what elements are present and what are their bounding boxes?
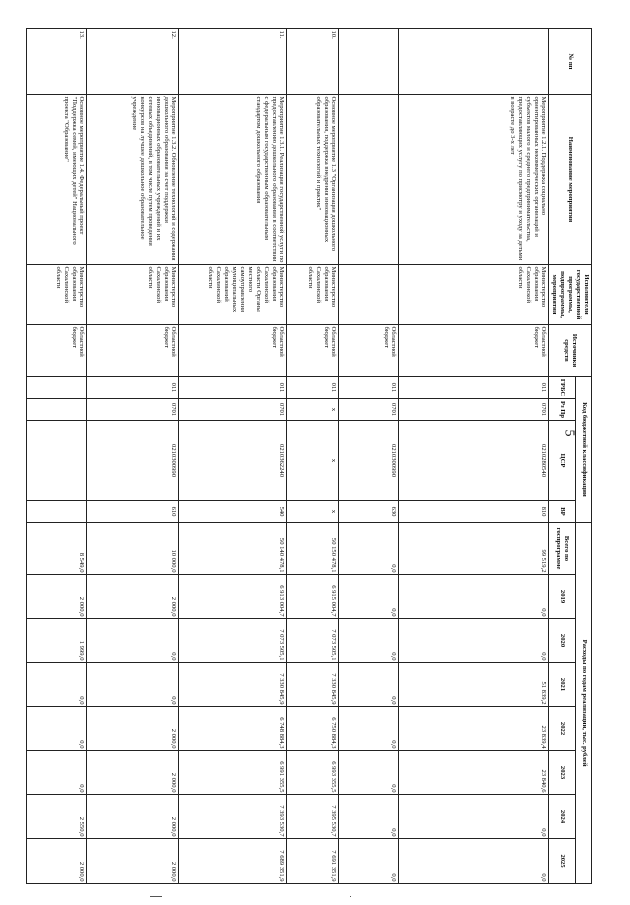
cell-year-value: 2 000,0: [87, 575, 179, 619]
table-row: [179, 29, 287, 884]
cell-executor: Министерство образования Сахалинской области: [87, 265, 179, 325]
cell-year-value: 7 330 845,9: [287, 663, 339, 707]
header-vr: ВР: [549, 501, 576, 523]
cell-csr: 0210362240: [179, 421, 287, 501]
header-year: 2025: [549, 839, 576, 884]
header-expenses: Расходы по годам реализации, тыс. рублей: [576, 523, 592, 884]
cell-rzpr: x: [287, 399, 339, 421]
cell-year-value: 7 073 505,1: [179, 619, 287, 663]
header-total: Всего по госпрограмме: [549, 523, 576, 575]
cell-year-value: 0,0: [27, 751, 87, 795]
cell-no: 13.: [27, 29, 87, 95]
cell-year-value: 7 393 530,7: [179, 795, 287, 839]
cell-year-value: 6 991 355,5: [179, 751, 287, 795]
cell-source: Областной бюджет: [287, 325, 339, 377]
cell-no: 10.: [287, 29, 339, 95]
cell-year-value: 0,0: [27, 663, 87, 707]
cell-grbs: 011: [287, 377, 339, 399]
cell-vr: 810: [399, 501, 549, 523]
cell-year-value: 0,0: [339, 619, 399, 663]
cell-total: 0,0: [339, 523, 399, 575]
cell-rzpr: 0701: [399, 399, 549, 421]
header-source: Источники средств: [549, 325, 592, 377]
cell-year-value: 2 000,0: [27, 839, 87, 884]
table-body: [27, 29, 549, 884]
cell-vr: [27, 501, 87, 523]
cell-year-value: 7 689 351,9: [179, 839, 287, 884]
cell-year-value: 0,0: [339, 575, 399, 619]
cell-year-value: 7 691 351,9: [287, 839, 339, 884]
cell-executor: [339, 265, 399, 325]
cell-year-value: 0,0: [87, 663, 179, 707]
cell-year-value: 2 000,0: [87, 839, 179, 884]
cell-total: 50 150 478,1: [287, 523, 339, 575]
budget-table: [26, 28, 592, 884]
cell-name: Мероприятие 1.3.1. Реализация государственной услуги по предоставлению дошкольного образования в соответствии с федеральным государственным образовательным стандартом дошкольного образования: [179, 95, 287, 265]
cell-year-value: 51 839,2: [399, 663, 549, 707]
cell-year-value: 1 999,0: [27, 619, 87, 663]
header-year: 2023: [549, 751, 576, 795]
cell-vr: x: [287, 501, 339, 523]
header-year: 2022: [549, 707, 576, 751]
cell-grbs: 011: [87, 377, 179, 399]
header-rzpr: Рз Пр: [549, 399, 576, 421]
cell-source: Областной бюджет: [179, 325, 287, 377]
cell-source: Областной бюджет: [399, 325, 549, 377]
cell-grbs: 011: [399, 377, 549, 399]
cell-year-value: 2 000,0: [87, 707, 179, 751]
cell-grbs: 011: [339, 377, 399, 399]
cell-csr: 0210300990: [87, 421, 179, 501]
cell-name: [339, 95, 399, 265]
cell-year-value: 0,0: [339, 751, 399, 795]
cell-source: Областной бюджет: [27, 325, 87, 377]
header-year: 2020: [549, 619, 576, 663]
page-number: 5: [561, 429, 577, 437]
cell-year-value: 23 840,6: [399, 751, 549, 795]
header-name: Наименование мероприятия: [549, 95, 592, 265]
cell-csr: [27, 421, 87, 501]
cell-year-value: 0,0: [399, 795, 549, 839]
header-executor: Исполнители государственной программы, подпрограммы, мероприятия: [549, 265, 592, 325]
table-row: [287, 29, 339, 884]
cell-csr: 0210280540: [399, 421, 549, 501]
header-budget-code: Код бюджетной классификации: [576, 377, 592, 523]
table-row: [27, 29, 87, 884]
header-csr: ЦСР: [549, 421, 576, 501]
cell-total: 8 549,0: [27, 523, 87, 575]
cell-source: Областной бюджет: [87, 325, 179, 377]
cell-year-value: 7 395 530,7: [287, 795, 339, 839]
cell-year-value: 0,0: [27, 707, 87, 751]
cell-year-value: 6 913 004,7: [179, 575, 287, 619]
cell-year-value: 0,0: [87, 619, 179, 663]
rotated-table-container: [42, 28, 592, 883]
cell-year-value: 6 748 884,3: [179, 707, 287, 751]
cell-year-value: 2 000,0: [27, 575, 87, 619]
cell-name: Мероприятие 1.3.2. Обновление технологий и содержания дошкольного образования за счет поддержки инновационных образовательных учреждений и их сетевых объединений, в том числе путем проведения конкурсов на лучшее дошкольное образовательное учреждение: [87, 95, 179, 265]
cell-no: [399, 29, 549, 95]
cell-executor: Министерство образования Сахалинской области: [287, 265, 339, 325]
cell-year-value: 0,0: [399, 575, 549, 619]
cell-vr: 610: [87, 501, 179, 523]
cell-total: 99 519,2: [399, 523, 549, 575]
cell-year-value: 7 073 505,1: [287, 619, 339, 663]
table-row: [339, 29, 399, 884]
scan-artifact: [350, 896, 351, 897]
table-row: [87, 29, 179, 884]
cell-grbs: [27, 377, 87, 399]
cell-rzpr: 0701: [87, 399, 179, 421]
cell-year-value: 0,0: [399, 839, 549, 884]
cell-rzpr: [27, 399, 87, 421]
header-year: 2021: [549, 663, 576, 707]
cell-year-value: 2 550,0: [27, 795, 87, 839]
cell-year-value: 6 993 355,5: [287, 751, 339, 795]
header-year: 2019: [549, 575, 576, 619]
cell-rzpr: 0701: [339, 399, 399, 421]
cell-year-value: 2 000,0: [87, 751, 179, 795]
cell-year-value: 0,0: [399, 619, 549, 663]
header-grbs: ГРБС: [549, 377, 576, 399]
cell-year-value: 6 915 004,7: [287, 575, 339, 619]
cell-name: Основное мероприятие 1.4. Федеральный проект "Поддержка семей, имеющих детей" Национального проекта "Образование": [27, 95, 87, 265]
table-row: [399, 29, 549, 884]
cell-rzpr: 0701: [179, 399, 287, 421]
cell-vr: 630: [339, 501, 399, 523]
header-no: № пп: [549, 29, 592, 95]
cell-year-value: 0,0: [339, 795, 399, 839]
cell-year-value: 7 330 845,9: [179, 663, 287, 707]
cell-executor: Министерство образования Сахалинской области: [399, 265, 549, 325]
cell-name: Мероприятие 1.2.1. Поддержка социально ориентированных некоммерческих организаций и субъектов малого и среднего предпринимательства, предоставляющих услугу по присмотру и уходу за детьми в возрасте до 3-х лет: [399, 95, 549, 265]
cell-executor: Министерство образования Сахалинской области: [27, 265, 87, 325]
cell-total: 10 000,0: [87, 523, 179, 575]
cell-grbs: 011: [179, 377, 287, 399]
cell-year-value: 0,0: [339, 839, 399, 884]
cell-year-value: 2 000,0: [87, 795, 179, 839]
cell-year-value: 6 750 884,3: [287, 707, 339, 751]
cell-no: [339, 29, 399, 95]
cell-csr: 0210300990: [339, 421, 399, 501]
cell-year-value: 23 839,4: [399, 707, 549, 751]
cell-no: 11.: [179, 29, 287, 95]
cell-total: 50 140 478,1: [179, 523, 287, 575]
scan-artifact: [150, 896, 162, 897]
cell-name: Основное мероприятие 1.3 "Организация дошкольного образования, поддержка внедрения инновационных образовательных технологий и практик": [287, 95, 339, 265]
cell-csr: x: [287, 421, 339, 501]
header-year: 2024: [549, 795, 576, 839]
cell-no: 12.: [87, 29, 179, 95]
cell-executor: Министерство образования Сахалинской области Органы местного самоуправления муниципальных образований Сахалинской области: [179, 265, 287, 325]
cell-vr: 540: [179, 501, 287, 523]
cell-source: Областной бюджет: [339, 325, 399, 377]
cell-year-value: 0,0: [339, 707, 399, 751]
cell-year-value: 0,0: [339, 663, 399, 707]
